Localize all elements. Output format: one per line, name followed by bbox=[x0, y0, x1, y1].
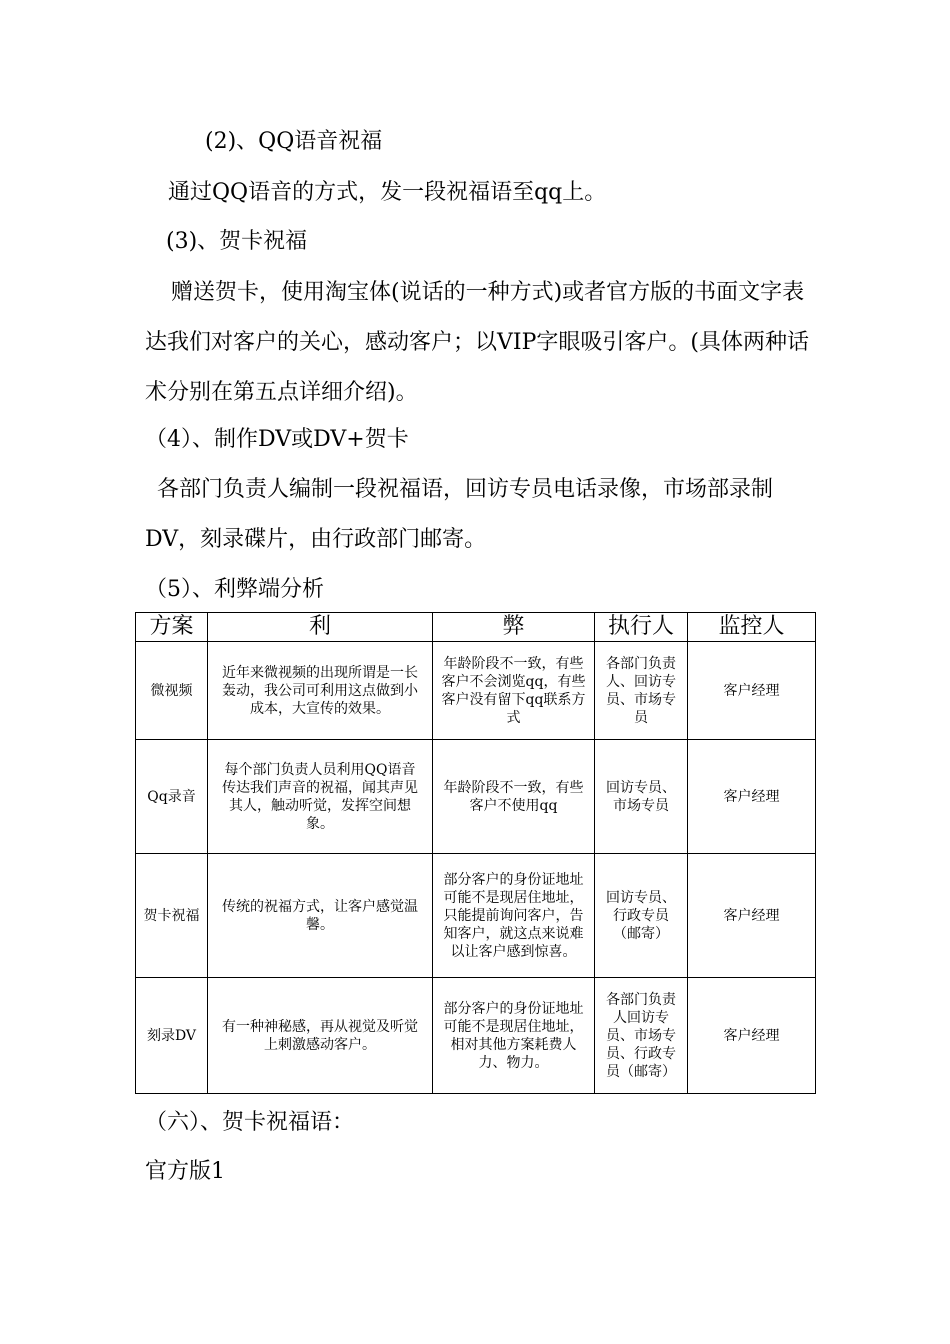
cell-plan: 刻录DV bbox=[136, 978, 208, 1094]
cell-executor: 回访专员、行政专员（邮寄） bbox=[595, 854, 688, 978]
subheading-official-version: 官方版1 bbox=[145, 1159, 225, 1184]
cell-plan: 贺卡祝福 bbox=[136, 854, 208, 978]
table-row bbox=[136, 978, 816, 1094]
paragraph-greeting-card: 赠送贺卡，使用淘宝体(说话的一种方式)或者官方版的书面文字表达我们对客户的关心，感动客户；以VIP字眼吸引客户。(具体两种话术分别在第五点详细介绍)。 bbox=[145, 280, 809, 405]
cell-executor: 各部门负责人回访专员、市场专员、行政专员（邮寄） bbox=[595, 978, 688, 1094]
cell-pros: 每个部门负责人员利用QQ语音传达我们声音的祝福，闻其声见其人，触动听觉，发挥空间想象。 bbox=[208, 740, 433, 854]
cell-monitor: 客户经理 bbox=[688, 740, 816, 854]
cell-cons: 年龄阶段不一致，有些客户不会浏览qq，有些客户没有留下qq联系方式 bbox=[433, 642, 595, 740]
cell-monitor: 客户经理 bbox=[688, 978, 816, 1094]
header-pros: 利 bbox=[208, 613, 433, 642]
heading-dv: （4）、制作DV或DV+贺卡 bbox=[145, 427, 409, 452]
paragraph-dv: 各部门负责人编制一段祝福语，回访专员电话录像，市场部录制DV，刻录碟片，由行政部门邮寄。 bbox=[145, 477, 774, 552]
header-cons: 弊 bbox=[433, 613, 595, 642]
table-header-row bbox=[136, 613, 816, 642]
table-row bbox=[136, 740, 816, 854]
cell-pros: 有一种神秘感，再从视觉及听觉上刺激感动客户。 bbox=[208, 978, 433, 1094]
cell-cons: 部分客户的身份证地址可能不是现居住地址，只能提前询问客户，告知客户，就这点来说难以让客户感到惊喜。 bbox=[433, 854, 595, 978]
header-monitor: 监控人 bbox=[688, 613, 816, 642]
header-executor: 执行人 bbox=[595, 613, 688, 642]
cell-cons: 年龄阶段不一致，有些客户不使用qq bbox=[433, 740, 595, 854]
paragraph-qq-voice: 通过QQ语音的方式，发一段祝福语至qq上。 bbox=[168, 180, 607, 205]
table-row bbox=[136, 642, 816, 740]
comparison-table bbox=[135, 612, 816, 1094]
cell-pros: 传统的祝福方式，让客户感觉温馨。 bbox=[208, 854, 433, 978]
cell-executor: 回访专员、市场专员 bbox=[595, 740, 688, 854]
cell-plan: Qq录音 bbox=[136, 740, 208, 854]
cell-executor: 各部门负责人、回访专员、市场专员 bbox=[595, 642, 688, 740]
cell-cons: 部分客户的身份证地址可能不是现居住地址，相对其他方案耗费人力、物力。 bbox=[433, 978, 595, 1094]
cell-plan: 微视频 bbox=[136, 642, 208, 740]
heading-analysis: （5）、利弊端分析 bbox=[145, 577, 324, 602]
cell-monitor: 客户经理 bbox=[688, 642, 816, 740]
cell-monitor: 客户经理 bbox=[688, 854, 816, 978]
cell-pros: 近年来微视频的出现所谓是一长轰动，我公司可利用这点做到小成本，大宣传的效果。 bbox=[208, 642, 433, 740]
heading-greeting-card: (3)、贺卡祝福 bbox=[166, 229, 308, 254]
heading-qq-voice: (2)、QQ语音祝福 bbox=[205, 129, 383, 154]
header-plan: 方案 bbox=[136, 613, 208, 642]
table-row bbox=[136, 854, 816, 978]
heading-greetings: （六）、贺卡祝福语： bbox=[145, 1110, 355, 1135]
